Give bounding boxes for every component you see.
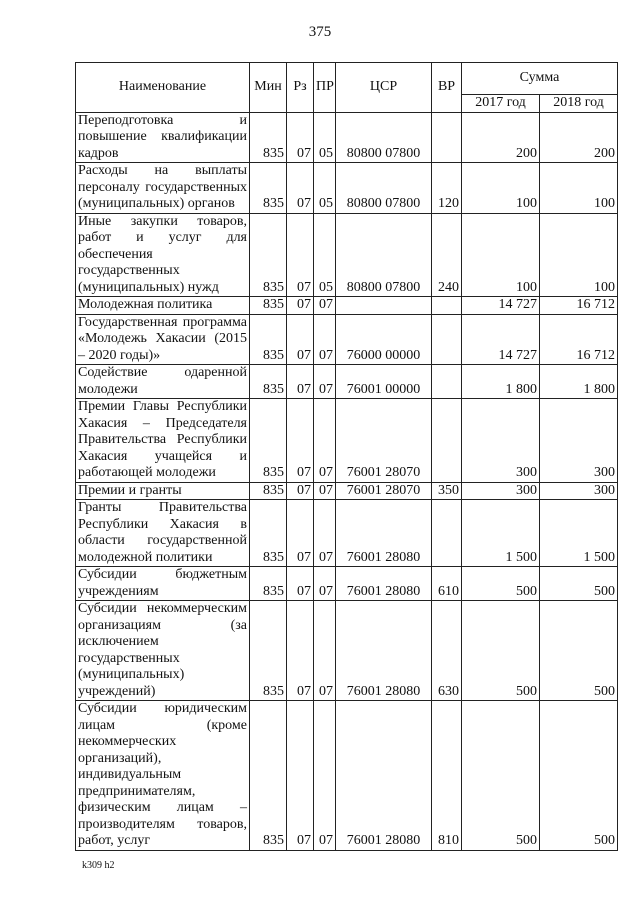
row-sum-2017: 500	[462, 567, 540, 601]
table-row	[76, 399, 618, 483]
row-sum-2017: 100	[462, 213, 540, 297]
row-name: Субсидии некоммерческим организациям (за исключением государственных (муниципальных) учреждений)	[76, 601, 250, 701]
row-rz: 07	[287, 482, 314, 500]
row-sum-2017: 100	[462, 163, 540, 214]
row-rz: 07	[287, 112, 314, 163]
row-vr: 240	[432, 213, 462, 297]
row-pr: 07	[314, 399, 336, 483]
row-sum-2018: 100	[540, 213, 618, 297]
row-rz: 07	[287, 701, 314, 851]
header-name: Наименование	[76, 63, 250, 113]
table-row	[76, 567, 618, 601]
footer-code: k309 h2	[82, 860, 115, 871]
row-sum-2017: 1 500	[462, 500, 540, 567]
row-rz: 07	[287, 163, 314, 214]
row-csr: 76001 00000	[336, 365, 432, 399]
row-name: Государственная программа «Молодежь Хакасии (2015 – 2020 годы)»	[76, 314, 250, 365]
row-sum-2017: 300	[462, 482, 540, 500]
row-pr: 07	[314, 601, 336, 701]
header-year-2017: 2017 год	[462, 95, 540, 113]
row-rz: 07	[287, 567, 314, 601]
row-vr	[432, 500, 462, 567]
row-sum-2018: 1 500	[540, 500, 618, 567]
table-row	[76, 297, 618, 315]
header-csr: ЦСР	[336, 63, 432, 113]
row-sum-2017: 200	[462, 112, 540, 163]
row-min: 835	[250, 163, 287, 214]
row-name: Премии и гранты	[76, 482, 250, 500]
table-row	[76, 213, 618, 297]
row-sum-2018: 200	[540, 112, 618, 163]
row-vr: 810	[432, 701, 462, 851]
header-year-2018: 2018 год	[540, 95, 618, 113]
row-name: Субсидии юридическим лицам (кроме некоммерческих организаций), индивидуальным предпринимателям, физическим лицам – производителям товаров, работ, услуг	[76, 701, 250, 851]
row-sum-2018: 300	[540, 482, 618, 500]
table-row	[76, 482, 618, 500]
row-sum-2018: 100	[540, 163, 618, 214]
row-rz: 07	[287, 500, 314, 567]
row-min: 835	[250, 365, 287, 399]
row-rz: 07	[287, 601, 314, 701]
row-rz: 07	[287, 213, 314, 297]
row-name: Иные закупки товаров, работ и услуг для обеспечения государственных (муниципальных) нужд	[76, 213, 250, 297]
row-csr: 76001 28080	[336, 500, 432, 567]
table-row	[76, 601, 618, 701]
row-rz: 07	[287, 314, 314, 365]
header-sum: Сумма	[462, 63, 618, 95]
row-csr: 76000 00000	[336, 314, 432, 365]
row-csr: 76001 28070	[336, 482, 432, 500]
row-sum-2018: 1 800	[540, 365, 618, 399]
table-row	[76, 701, 618, 851]
row-sum-2017: 500	[462, 701, 540, 851]
header-min: Мин	[250, 63, 287, 113]
row-sum-2018: 16 712	[540, 297, 618, 315]
row-csr: 76001 28080	[336, 601, 432, 701]
row-pr: 05	[314, 112, 336, 163]
row-sum-2018: 500	[540, 567, 618, 601]
row-min: 835	[250, 701, 287, 851]
row-pr: 05	[314, 213, 336, 297]
row-csr: 80800 07800	[336, 213, 432, 297]
row-pr: 07	[314, 297, 336, 315]
row-min: 835	[250, 399, 287, 483]
row-min: 835	[250, 213, 287, 297]
table-row	[76, 500, 618, 567]
row-vr	[432, 314, 462, 365]
row-vr: 350	[432, 482, 462, 500]
row-csr: 80800 07800	[336, 163, 432, 214]
row-pr: 07	[314, 365, 336, 399]
row-csr: 76001 28080	[336, 567, 432, 601]
row-sum-2017: 14 727	[462, 297, 540, 315]
row-rz: 07	[287, 365, 314, 399]
row-sum-2017: 14 727	[462, 314, 540, 365]
row-sum-2017: 300	[462, 399, 540, 483]
row-min: 835	[250, 314, 287, 365]
row-name: Молодежная политика	[76, 297, 250, 315]
row-sum-2017: 1 800	[462, 365, 540, 399]
row-vr	[432, 399, 462, 483]
row-vr	[432, 297, 462, 315]
row-name: Содействие одаренной молодежи	[76, 365, 250, 399]
row-csr: 80800 07800	[336, 112, 432, 163]
header-pr: ПР	[314, 63, 336, 113]
row-min: 835	[250, 112, 287, 163]
row-vr	[432, 112, 462, 163]
row-min: 835	[250, 297, 287, 315]
table-row	[76, 314, 618, 365]
table-row	[76, 365, 618, 399]
row-csr: 76001 28080	[336, 701, 432, 851]
row-pr: 07	[314, 500, 336, 567]
row-rz: 07	[287, 297, 314, 315]
row-min: 835	[250, 482, 287, 500]
row-vr: 120	[432, 163, 462, 214]
row-pr: 07	[314, 567, 336, 601]
table-row	[76, 163, 618, 214]
header-rz: Рз	[287, 63, 314, 113]
row-pr: 07	[314, 701, 336, 851]
table-row	[76, 112, 618, 163]
row-min: 835	[250, 601, 287, 701]
budget-table	[75, 62, 618, 851]
row-min: 835	[250, 567, 287, 601]
header-vr: ВР	[432, 63, 462, 113]
row-pr: 05	[314, 163, 336, 214]
row-vr: 610	[432, 567, 462, 601]
row-sum-2018: 500	[540, 701, 618, 851]
row-csr	[336, 297, 432, 315]
row-vr	[432, 365, 462, 399]
row-sum-2018: 500	[540, 601, 618, 701]
row-name: Гранты Правительства Республики Хакасия в области государственной молодежной политики	[76, 500, 250, 567]
row-name: Премии Главы Республики Хакасия – Председателя Правительства Республики Хакасия учащейся и работающей молодежи	[76, 399, 250, 483]
row-min: 835	[250, 500, 287, 567]
row-pr: 07	[314, 314, 336, 365]
page-number: 375	[308, 24, 332, 40]
row-pr: 07	[314, 482, 336, 500]
row-sum-2018: 300	[540, 399, 618, 483]
row-name: Переподготовка и повышение квалификации кадров	[76, 112, 250, 163]
row-name: Субсидии бюджетным учреждениям	[76, 567, 250, 601]
row-name: Расходы на выплаты персоналу государственных (муниципальных) органов	[76, 163, 250, 214]
row-sum-2018: 16 712	[540, 314, 618, 365]
row-csr: 76001 28070	[336, 399, 432, 483]
row-sum-2017: 500	[462, 601, 540, 701]
row-rz: 07	[287, 399, 314, 483]
row-vr: 630	[432, 601, 462, 701]
